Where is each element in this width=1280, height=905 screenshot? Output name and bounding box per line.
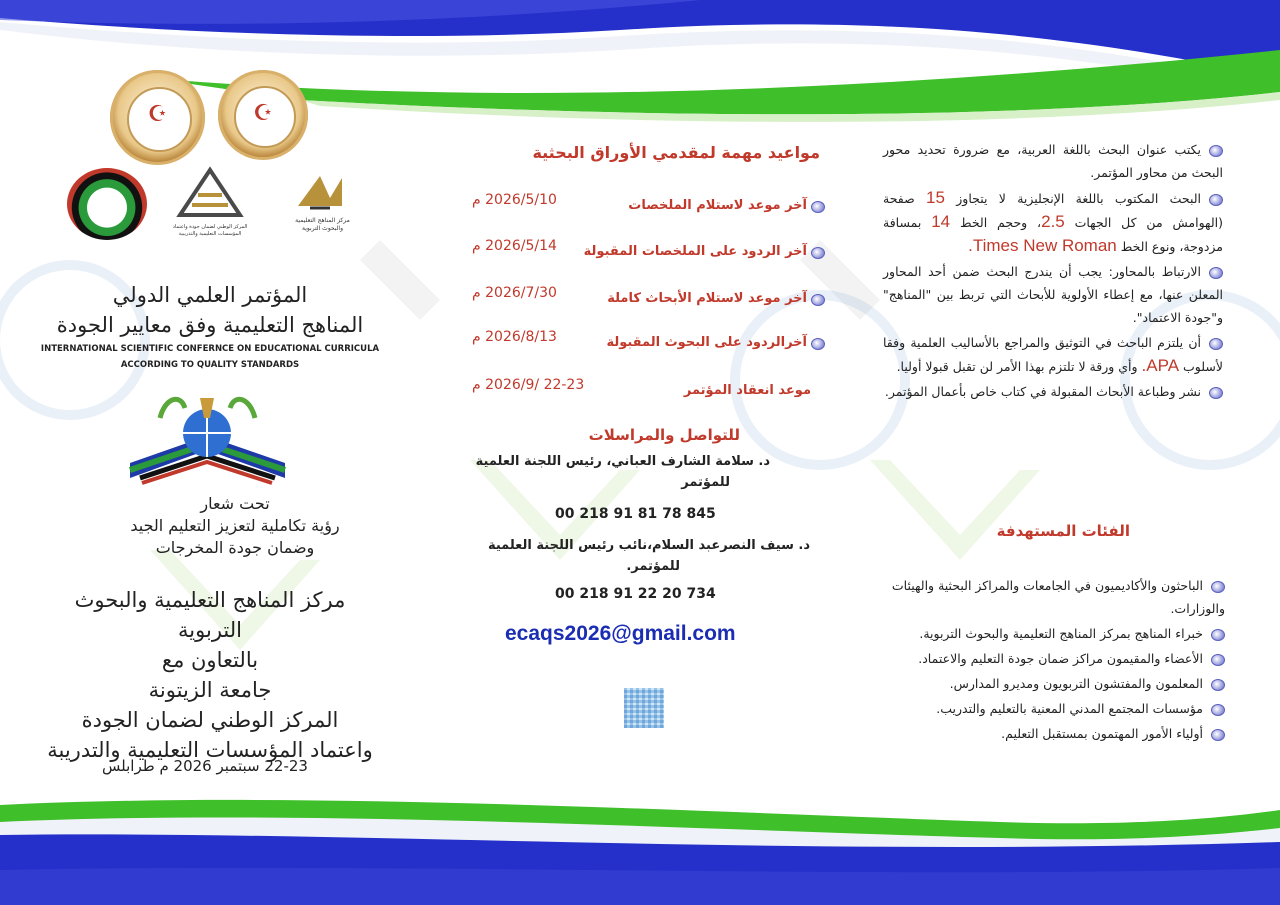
margin-size-number: 2.5 (1041, 212, 1065, 231)
important-dates-heading: مواعيد مهمة لمقدمي الأوراق البحثية (532, 143, 820, 162)
bullet-icon (811, 338, 825, 350)
date-label: آخر موعد لاستلام الملخصات (628, 198, 807, 213)
bullet-icon (811, 247, 825, 259)
quality-center-logo (170, 165, 250, 235)
conference-title-ar-2: المناهج التعليمية وفق معايير الجودة (56, 313, 364, 337)
contact-heading: للتواصل والمراسلات (588, 426, 740, 444)
date-row (460, 238, 825, 270)
qr-code[interactable] (624, 688, 664, 728)
date-row (460, 329, 825, 361)
list-item (885, 697, 1225, 720)
target-groups-heading: الفئات المستهدفة (996, 522, 1130, 540)
bullet-icon (811, 201, 825, 213)
list-item (885, 647, 1225, 670)
date-value: 2026/5/10 م (472, 192, 557, 208)
bullet-icon (1211, 729, 1225, 741)
guideline-4-text-b: وأي ورقة لا تلتزم بهذا الأمر لن تقبل قبولا أوليا. (896, 359, 1138, 374)
organizer-3b: واعتماد المؤسسات التعليمية والتدريبة (47, 738, 373, 762)
curriculum-center-caption: مركز المناهج التعليمية والبحوث التربوية (295, 217, 350, 232)
target-group-text: الباحثون والأكاديميون في الجامعات والمراكز البحثية والهيئات والوزارات. (891, 578, 1225, 616)
page-limit-number: 15 (926, 188, 945, 207)
date-value: 2026/8/13 م (472, 329, 557, 345)
guideline-2-text-a: البحث المكتوب باللغة الإنجليزية لا يتجاوز (956, 191, 1202, 206)
quality-center-caption: المركز الوطني لضمان جودة واعتماد المؤسسات التعليمية والتدريبية (172, 224, 248, 237)
bullet-icon (1209, 194, 1223, 206)
contact-person-2 (455, 535, 810, 577)
bullet-icon (1211, 679, 1225, 691)
conference-emblem (120, 388, 295, 498)
guideline-2-text-d: بمسافة مزدوجة، ونوع الخط (883, 215, 1223, 254)
guideline-1-text: يكتب عنوان البحث باللغة العربية، مع ضرورة تحديد محور البحث من محاور المؤتمر. (883, 142, 1223, 180)
guideline-2 (883, 186, 1223, 258)
guideline-3-text: الارتباط بالمحاور: يجب أن يندرج البحث ضمن أحد المحاور المعلن عنها، مع إعطاء الأولوية للأبحاث التي تربط بين "المناهج" و"جودة الاعتماد". (883, 264, 1223, 325)
contact-1-line-1: د. سلامة الشارف العباني، رئيس اللجنة العلمية (475, 454, 770, 469)
ministry-seal-logo: ☪ (218, 70, 308, 160)
date-label: آخر موعد لاستلام الأبحاث كاملة (607, 291, 807, 306)
list-item (885, 672, 1225, 695)
email-link[interactable]: ecaqs2026@gmail.com (505, 622, 736, 645)
contact-person-1 (470, 451, 770, 493)
zaytuna-university-logo (67, 168, 147, 240)
date-row (460, 377, 825, 409)
date-value: 22-23 /2026/9 م (472, 377, 585, 393)
font-size-number: 14 (931, 212, 951, 231)
conference-title-en-2: ACCORDING TO QUALITY STANDARDS (120, 360, 300, 370)
organizer-3: المركز الوطني لضمان الجودة (81, 708, 339, 732)
guideline-3 (883, 260, 1223, 329)
conference-title-en-1: INTERNATIONAL SCIENTIFIC CONFERNCE ON EDUCATIONAL CURRICULA (40, 344, 380, 354)
date-label: آخرالردود على البحوث المقبولة (606, 335, 807, 350)
bullet-icon (1211, 629, 1225, 641)
bullet-icon (1211, 581, 1225, 593)
phone-1[interactable]: 00 218 91 81 78 845 (555, 506, 716, 522)
guideline-2-text-c: ، وحجم الخط (959, 215, 1042, 230)
target-group-text: مؤسسات المجتمع المدني المعنية بالتعليم والتدريب. (936, 701, 1203, 716)
date-label: موعد انعقاد المؤتمر (683, 383, 811, 398)
bullet-icon (1209, 267, 1223, 279)
target-group-text: الأعضاء والمقيمون مراكز ضمان جودة التعليم والاعتماد. (918, 651, 1203, 666)
target-groups-list (885, 574, 1225, 747)
target-group-text: خبراء المناهج بمركز المناهج التعليمية والبحوث التربوية. (919, 626, 1203, 641)
university-seal-logo: ☪ (110, 70, 205, 165)
organizers-block (40, 585, 380, 765)
guideline-4-text-a: أن يلتزم الباحث في التوثيق والمراجع بالأساليب العلمية وفقا لأسلوب (883, 335, 1223, 374)
guideline-1 (883, 138, 1223, 184)
slogan-block (110, 493, 360, 559)
slogan-heading: تحت شعار (200, 494, 270, 513)
target-group-text: أولياء الأمور المهتمون بمستقبل التعليم. (1001, 726, 1203, 741)
contact-1-line-2: للمؤتمر (681, 475, 730, 490)
submission-guidelines (883, 138, 1223, 405)
organizer-2: جامعة الزيتونة (148, 678, 272, 702)
organizer-1: مركز المناهج التعليمية والبحوث التربوية (74, 588, 346, 642)
conference-title-ar-1: المؤتمر العلمي الدولي (112, 283, 308, 307)
contact-2-line-2: للمؤتمر. (626, 559, 680, 574)
list-item (885, 622, 1225, 645)
font-name: Times New Roman. (968, 236, 1117, 255)
conference-title-block (40, 280, 380, 372)
bullet-icon (1209, 338, 1223, 350)
bullet-icon (1209, 145, 1223, 157)
curriculum-center-logo (290, 168, 355, 238)
guideline-4 (883, 331, 1223, 378)
bullet-icon (1211, 704, 1225, 716)
contact-2-line-1: د. سيف النصرعبد السلام،نائب رئيس اللجنة العلمية (487, 538, 810, 553)
date-row (460, 192, 825, 224)
organizer-with: بالتعاون مع (161, 648, 259, 672)
list-item (885, 574, 1225, 620)
slogan-line-2: وضمان جودة المخرجات (155, 538, 315, 557)
date-row (460, 285, 825, 317)
conference-date-location: 22-23 سبتمبر 2026 م طرابلس (102, 757, 308, 775)
slogan-line-1: رؤية تكاملية لتعزيز التعليم الجيد (130, 516, 340, 535)
apa-label: APA. (1141, 356, 1180, 375)
guideline-5 (883, 380, 1223, 403)
bullet-icon (811, 294, 825, 306)
phone-2[interactable]: 00 218 91 22 20 734 (555, 586, 716, 602)
guideline-2-text-b: صفحة (الهوامش من كل الجهات (883, 191, 1223, 230)
guideline-5-text: نشر وطباعة الأبحاث المقبولة في كتاب خاص بأعمال المؤتمر. (884, 384, 1201, 399)
bullet-icon (1209, 387, 1223, 399)
date-value: 2026/7/30 م (472, 285, 557, 301)
bullet-icon (1211, 654, 1225, 666)
date-value: 2026/5/14 م (472, 238, 557, 254)
list-item (885, 722, 1225, 745)
date-label: آخر الردود على الملخصات المقبولة (583, 244, 807, 259)
target-group-text: المعلمون والمفتشون التربويون ومديرو المدارس. (949, 676, 1203, 691)
